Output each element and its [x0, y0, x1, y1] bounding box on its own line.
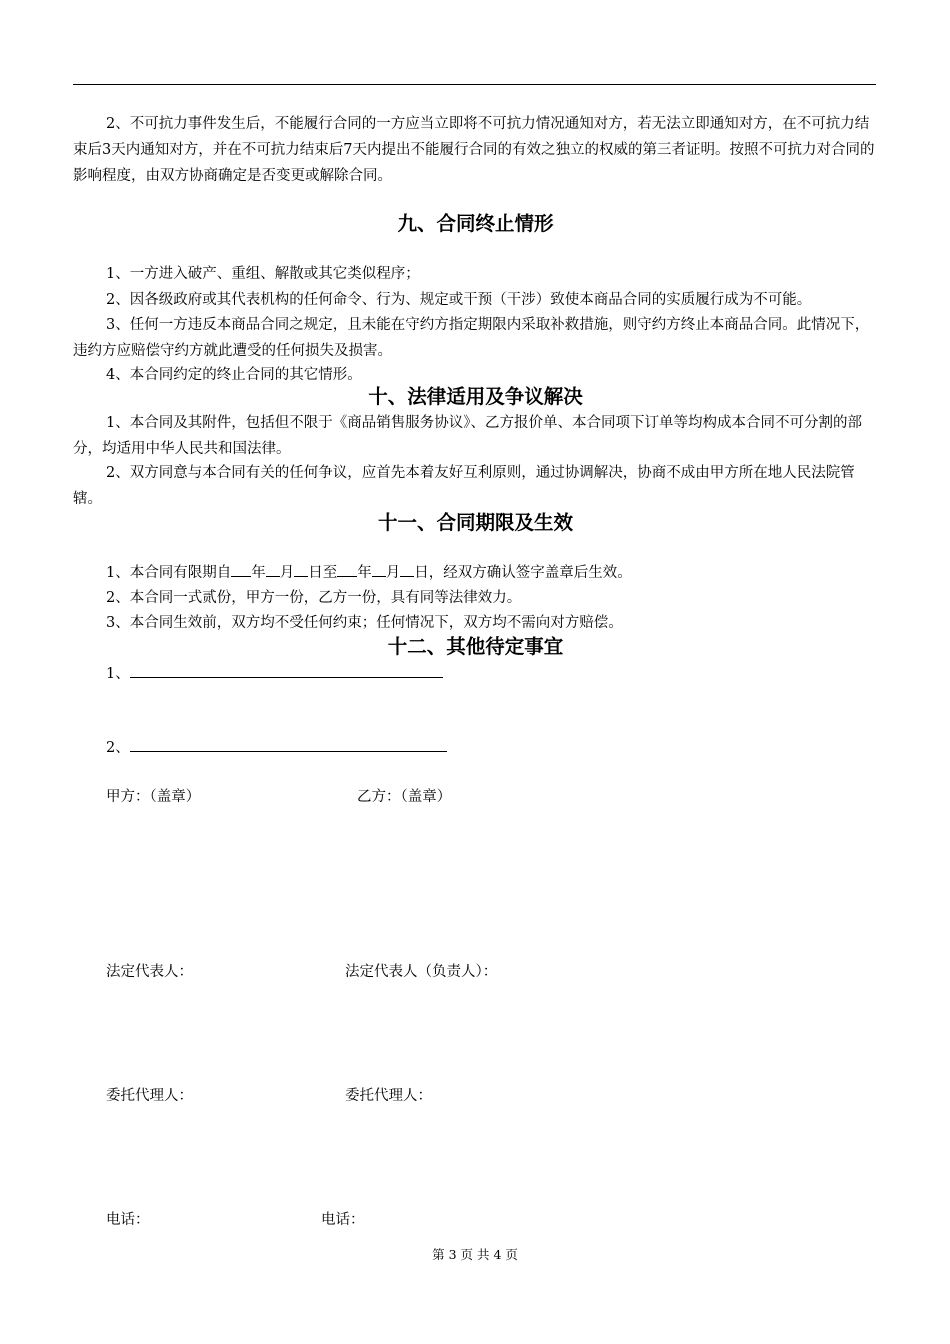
party-b-seal: 乙方：（盖章） [357, 789, 452, 805]
start-year-blank[interactable] [231, 561, 251, 577]
item-1-blank[interactable] [130, 662, 443, 678]
end-day-blank[interactable] [400, 561, 414, 577]
section-10-item-2: 2、双方同意与本合同有关的任何争议，应首先本着友好互利原则，通过协调解决，协商不成由甲方所在地人民法院管辖。 [73, 465, 855, 507]
item-2-blank[interactable] [130, 736, 447, 752]
party-b-phone: 电话： [321, 1212, 365, 1228]
item-2-label: 2、 [106, 740, 130, 756]
party-a-phone: 电话： [106, 1212, 150, 1228]
party-b-legal-rep: 法定代表人（负责人）： [345, 964, 498, 980]
start-day-blank[interactable] [294, 561, 308, 577]
party-b-agent: 委托代理人： [345, 1088, 432, 1104]
month-label: 月 [279, 565, 295, 581]
section-12-title: 十二、其他待定事宜 [387, 635, 564, 658]
section-11-item-3: 3、本合同生效前，双方均不受任何约束；任何情况下，双方均不需向对方赔偿。 [106, 615, 623, 631]
header-rule [73, 84, 876, 85]
end-year-blank[interactable] [337, 561, 357, 577]
page-footer: 第 3 页 共 4 页 [432, 1247, 518, 1262]
effective-text: 日，经双方确认签字盖章后生效。 [414, 565, 632, 581]
section-9-item-4: 4、本合同约定的终止合同的其它情形。 [106, 367, 362, 383]
section-9-title: 九、合同终止情形 [397, 212, 554, 235]
section-9-item-2: 2、因各级政府或其代表机构的任何命令、行为、规定或干预（干涉）致使本商品合同的实质履行成为不可能。 [106, 292, 812, 308]
end-month-blank[interactable] [372, 561, 386, 577]
section-10-item-1: 1、本合同及其附件，包括但不限于《商品销售服务协议》、乙方报价单、本合同项下订单等均构成本合同不可分割的部分，均适用中华人民共和国法律。 [73, 415, 862, 457]
year-label: 年 [357, 565, 372, 581]
section-11-item-2: 2、本合同一式贰份，甲方一份，乙方一份，具有同等法律效力。 [106, 590, 522, 606]
force-majeure-paragraph-2: 2、不可抗力事件发生后，不能履行合同的一方应当立即将不可抗力情况通知对方，若无法立即通知对方，在不可抗力结束后3天内通知对方，并在不可抗力结束后7天内提出不能履行合同的有效之独立的权威的第三者证明。按照不可抗力对合同的影响程度，由双方协商确定是否变更或解除合同。 [73, 116, 875, 184]
section-10-title: 十、法律适用及争议解决 [368, 385, 583, 408]
party-a-legal-rep: 法定代表人： [106, 964, 193, 980]
item-1-label: 1、 [106, 666, 130, 682]
year-label: 年 [251, 565, 266, 581]
section-11-item-1 [106, 561, 632, 584]
day-to-label: 日至 [308, 565, 338, 581]
section-9-item-1: 1、一方进入破产、重组、解散或其它类似程序； [106, 266, 420, 282]
party-a-seal: 甲方：（盖章） [106, 789, 201, 805]
section-12-item-2 [106, 736, 447, 759]
month-label: 月 [385, 565, 401, 581]
section-12-item-1 [106, 662, 443, 685]
party-a-agent: 委托代理人： [106, 1088, 193, 1104]
start-month-blank[interactable] [266, 561, 280, 577]
term-prefix: 1、本合同有限期自 [106, 565, 232, 581]
section-9-item-3: 3、任何一方违反本商品合同之规定，且未能在守约方指定期限内采取补救措施，则守约方终止本商品合同。此情况下，违约方应赔偿守约方就此遭受的任何损失及损害。 [73, 317, 870, 359]
section-11-title: 十一、合同期限及生效 [377, 511, 573, 534]
